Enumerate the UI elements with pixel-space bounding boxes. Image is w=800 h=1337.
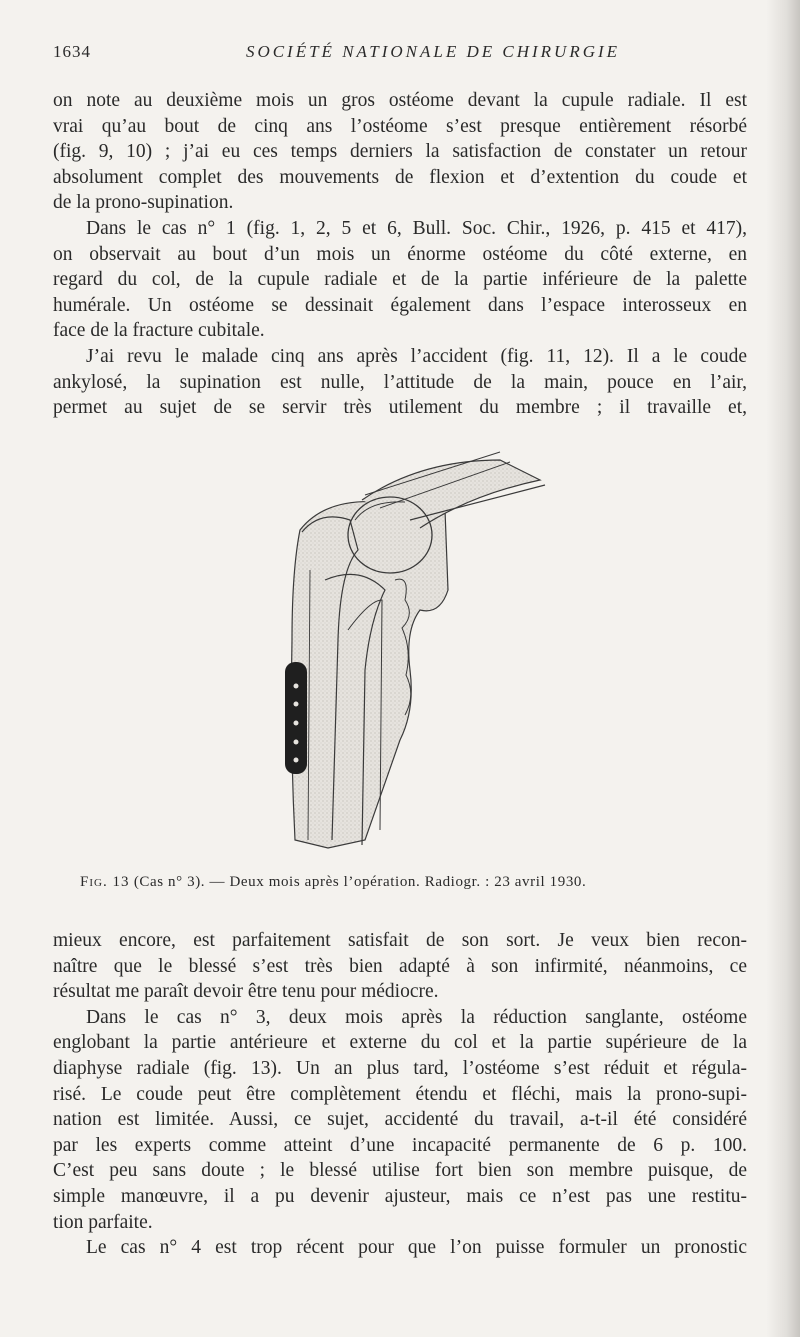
text-line: on note au deuxième mois un gros ostéome devant la cupule radiale. Il est bbox=[53, 90, 747, 111]
text-block-upper bbox=[53, 88, 747, 421]
text-line: on observait au bout d’un mois un énorme ostéome du côté externe, en bbox=[53, 243, 747, 265]
text-line: risé. Le coude peut être complètement étendu et fléchi, mais la prono-supi- bbox=[53, 1083, 747, 1105]
screw-hole bbox=[294, 758, 299, 763]
surgical-plate bbox=[285, 662, 307, 774]
text-line: naître que le blessé s’est très bien adapté à son infirmité, néanmoins, ce bbox=[53, 955, 747, 977]
text-line: nation est limitée. Aussi, ce sujet, accidenté du travail, a-t-il été considéré bbox=[53, 1109, 747, 1131]
text-line: regard du col, de la cupule radiale et de la partie inférieure de la palette bbox=[53, 269, 747, 291]
text-line: Le cas n° 4 est trop récent pour que l’on puisse formuler un pronostic bbox=[86, 1237, 747, 1259]
running-title: SOCIÉTÉ NATIONALE DE CHIRURGIE bbox=[245, 42, 621, 61]
figure-caption-text: (Cas n° 3). — Deux mois après l’opération. Radiogr. : 23 avril 1930. bbox=[133, 874, 587, 890]
elbow-radiograph-drawing bbox=[270, 440, 570, 860]
text-line: permet au sujet de se servir très utilement du membre ; il travaille et, bbox=[53, 397, 747, 419]
figure-caption bbox=[80, 874, 720, 891]
text-line: absolument complet des mouvements de flexion et d’extention du coude et bbox=[53, 166, 747, 188]
text-line: englobant la partie antérieure et externe du col et la partie supérieure de la bbox=[53, 1032, 747, 1054]
text-line: J’ai revu le malade cinq ans après l’accident (fig. 11, 12). Il a le coude bbox=[86, 345, 747, 367]
screw-hole bbox=[294, 684, 299, 689]
text-line: simple manœuvre, il a pu devenir ajusteur, mais ce n’est pas une restitu- bbox=[53, 1185, 747, 1207]
text-line: diaphyse radiale (fig. 13). Un an plus tard, l’ostéome s’est réduit et régula- bbox=[53, 1057, 747, 1079]
screw-hole bbox=[294, 740, 299, 745]
text-line: (fig. 9, 10) ; j’ai eu ces temps derniers la satisfaction de constater un retour bbox=[53, 141, 747, 163]
page-header bbox=[53, 42, 743, 66]
page-number: 1634 bbox=[53, 42, 91, 61]
text-line: Dans le cas n° 3, deux mois après la réduction sanglante, ostéome bbox=[86, 1006, 747, 1028]
text-line: par les experts comme atteint d’une incapacité permanente de 6 p. 100. bbox=[53, 1134, 747, 1156]
screw-hole bbox=[294, 702, 299, 707]
text-line: face de la fracture cubitale. bbox=[53, 320, 265, 342]
text-line: résultat me paraît devoir être tenu pour médiocre. bbox=[53, 981, 439, 1003]
page-edge-shadow bbox=[766, 0, 800, 1337]
text-line: vrai qu’au bout de cinq ans l’ostéome s’est presque entièrement résorbé bbox=[53, 115, 747, 137]
text-line: C’est peu sans doute ; le blessé utilise fort bien son membre puisque, de bbox=[53, 1160, 747, 1182]
text-line: tion parfaite. bbox=[53, 1211, 153, 1233]
screw-hole bbox=[294, 721, 299, 726]
forearm-shadow bbox=[291, 498, 448, 848]
figure-caption-label: Fig. 13 bbox=[80, 874, 130, 890]
text-block-lower bbox=[53, 928, 747, 1261]
text-line: Dans le cas n° 1 (fig. 1, 2, 5 et 6, Bull. Soc. Chir., 1926, p. 415 et 417), bbox=[86, 217, 747, 239]
text-line: mieux encore, est parfaitement satisfait de son sort. Je veux bien recon- bbox=[53, 930, 747, 951]
text-line: humérale. Un ostéome se dessinait également dans l’espace interosseux en bbox=[53, 294, 747, 316]
text-line: de la prono-supination. bbox=[53, 192, 234, 214]
text-line: ankylosé, la supination est nulle, l’attitude de la main, pouce en l’air, bbox=[53, 371, 747, 393]
